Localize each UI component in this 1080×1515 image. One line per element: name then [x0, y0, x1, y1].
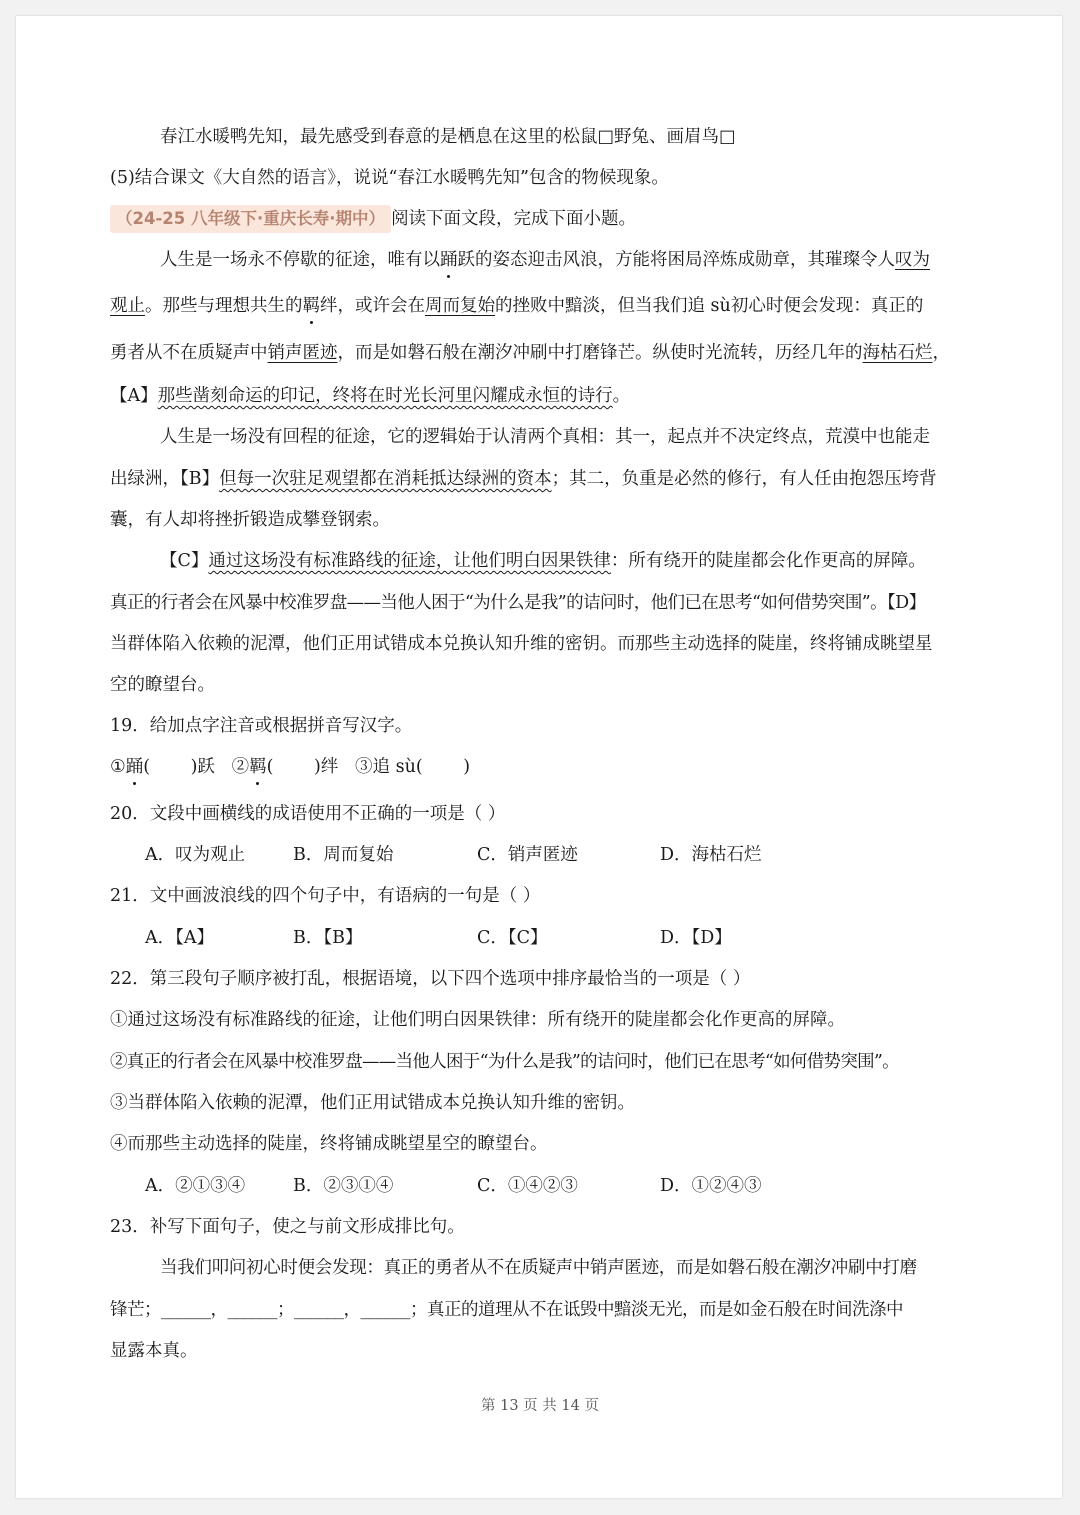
dotted-char-yong: 踊 — [440, 246, 458, 274]
q22-option-d[interactable]: D．①②④③ — [660, 1176, 762, 1196]
sentence-tag-b: 【B】 — [180, 469, 220, 489]
q22-option-c[interactable]: C．①④②③ — [477, 1176, 578, 1196]
text: ② — [231, 757, 250, 777]
q20-option-c[interactable]: C．销声匿迹 — [477, 845, 578, 865]
q22-option-a[interactable]: A．②①③④ — [145, 1176, 246, 1196]
section-heading — [110, 205, 972, 233]
dotted-char-ji: 羁 — [249, 753, 267, 781]
idiom-haikushilan: 海枯石烂 — [862, 343, 933, 363]
idiom-zhouerfushi: 周而复始 — [425, 296, 495, 316]
wavy-sentence-b: 但每一次驻足观望都在消耗抵达绿洲的资本 — [219, 469, 552, 489]
passage-p3-line4: 空的瞭望台。 — [110, 675, 215, 695]
text: ， — [932, 343, 950, 363]
q22-option-b[interactable]: B．②③①④ — [293, 1176, 394, 1196]
passage-p3-line2 — [110, 589, 972, 617]
passage-p1-line4 — [110, 382, 972, 410]
passage-p1-line2 — [110, 292, 972, 320]
text: 绊，或许会在 — [320, 296, 425, 316]
text: 勇者从不在质疑声中 — [110, 343, 268, 363]
text: ；其二，负重是必然的修行，有人任由抱怨压垮背 — [551, 469, 937, 489]
source-tag: （24-25 八年级下·重庆长寿·期中） — [110, 205, 391, 233]
q22-sentence-2: ②真正的行者会在风暴中校准罗盘——当他人困于“为什么是我”的诘问时，他们已在思考“如何借势突围”。 — [110, 1052, 899, 1072]
dotted-char-ji: 羁 — [303, 292, 321, 320]
q20-option-a[interactable]: A．叹为观止 — [145, 845, 246, 865]
sentence-tag-c: 【C】 — [160, 551, 209, 571]
passage-p2-line3: 囊，有人却将挫折锻造成攀登钢索。 — [110, 510, 390, 530]
passage-p2-line1: 人生是一场没有回程的征途，它的逻辑始于认清两个真相：其一，起点并不决定终点，荒漠中也能走 — [160, 427, 930, 447]
q22-sentence-1: ①通过这场没有标准路线的征途，让他们明白因果铁律：所有绕开的陡崖都会化作更高的屏障。 — [110, 1010, 845, 1030]
text: 出绿洲， — [110, 469, 180, 489]
text: 真正的行者会在风暴中校准罗盘——当他人困于“为什么是我”的诘问时，他们已在思考“如何借势突围”。 — [110, 593, 887, 613]
question-19-items — [110, 753, 972, 781]
q21-option-b[interactable]: B．【B】 — [293, 928, 363, 948]
blank-1: ( )跃 — [143, 757, 215, 777]
q23-line3: 显露本真。 — [110, 1341, 198, 1361]
section-instruction: 阅读下面文段，完成下面小题。 — [391, 209, 637, 229]
blank-2: ( )绊 — [266, 757, 339, 777]
wavy-sentence-a: 那些凿刻命运的印记，终将在时光长河里闪耀成永恒的诗行 — [157, 386, 613, 406]
text: 。那些与理想共生的 — [145, 296, 303, 316]
q20-option-d[interactable]: D．海枯石烂 — [660, 845, 762, 865]
text: ：所有绕开的陡崖都会化作更高的屏障。 — [610, 551, 926, 571]
idiom-tanweiguanzhi-part2: 观止 — [110, 296, 145, 316]
idiom-xiaoshengniji: 销声匿迹 — [267, 343, 338, 363]
passage-p3-line1 — [160, 547, 1022, 575]
passage-p2-line2 — [110, 465, 972, 493]
page-number: 第 13 页 共 14 页 — [481, 1398, 599, 1414]
sentence-tag-a: 【A】 — [110, 386, 158, 406]
passage-p1-line3 — [110, 339, 972, 367]
text: 的挫败中黯淡，但当我们追 sù初心时便会发现：真正的 — [495, 296, 924, 316]
intro-line: 春江水暖鸭先知，最先感受到春意的是栖息在这里的松鼠□野兔、画眉鸟□ — [160, 127, 736, 147]
wavy-sentence-c: 通过这场没有标准路线的征途，让他们明白因果铁律 — [208, 551, 611, 571]
dotted-char-yong: 踊 — [126, 753, 144, 781]
q22-sentence-4: ④而那些主动选择的陡崖，终将铺成眺望星空的瞭望台。 — [110, 1134, 548, 1154]
passage-p3-line3: 当群体陷入依赖的泥潭，他们正用试错成本兑换认知升维的密钥。而那些主动选择的陡崖，终将铺成眺望星 — [110, 634, 933, 654]
question-20-stem: 20．文段中画横线的成语使用不正确的一项是（ ） — [110, 804, 506, 824]
question-5: (5)结合课文《大自然的语言》，说说“春江水暖鸭先知”包含的物候现象。 — [110, 168, 669, 188]
idiom-tanweiguanzhi-part1: 叹为 — [895, 250, 930, 270]
q23-line2-with-blanks[interactable]: 锋芒；______，______；______，______；真正的道理从不在诋毁中黯淡无光，而是如金石般在时间洗涤中 — [110, 1300, 903, 1320]
sentence-tag-d: 【D】 — [886, 593, 926, 613]
text: 人生是一场永不停歇的征途，唯有以 — [160, 250, 440, 270]
q21-option-c[interactable]: C．【C】 — [477, 928, 548, 948]
question-23-stem: 23．补写下面句子，使之与前文形成排比句。 — [110, 1217, 465, 1237]
q22-sentence-3: ③当群体陷入依赖的泥潭，他们正用试错成本兑换认知升维的密钥。 — [110, 1093, 635, 1113]
q20-option-b[interactable]: B．周而复始 — [293, 845, 394, 865]
question-21-stem: 21．文中画波浪线的四个句子中，有语病的一句是（ ） — [110, 886, 541, 906]
passage-p1-line1 — [160, 246, 972, 274]
text: ① — [110, 757, 126, 777]
text: 。 — [612, 386, 631, 406]
text: ，而是如磐石般在潮汐冲刷中打磨锋芒。纵使时光流转，历经几年的 — [337, 343, 863, 363]
q21-option-a[interactable]: A．【A】 — [145, 928, 215, 948]
question-19-stem: 19．给加点字注音或根据拼音写汉字。 — [110, 716, 413, 736]
q23-line1: 当我们叩问初心时便会发现：真正的勇者从不在质疑声中销声匿迹，而是如磐石般在潮汐冲刷中打磨 — [160, 1258, 917, 1278]
blank-3: ③追 sù( ) — [355, 757, 471, 777]
question-22-stem: 22．第三段句子顺序被打乱，根据语境，以下四个选项中排序最恰当的一项是（ ） — [110, 969, 751, 989]
q21-option-d[interactable]: D．【D】 — [660, 928, 732, 948]
text: 跃的姿态迎击风浪，方能将困局淬炼成勋章，其璀璨令人 — [457, 250, 895, 270]
